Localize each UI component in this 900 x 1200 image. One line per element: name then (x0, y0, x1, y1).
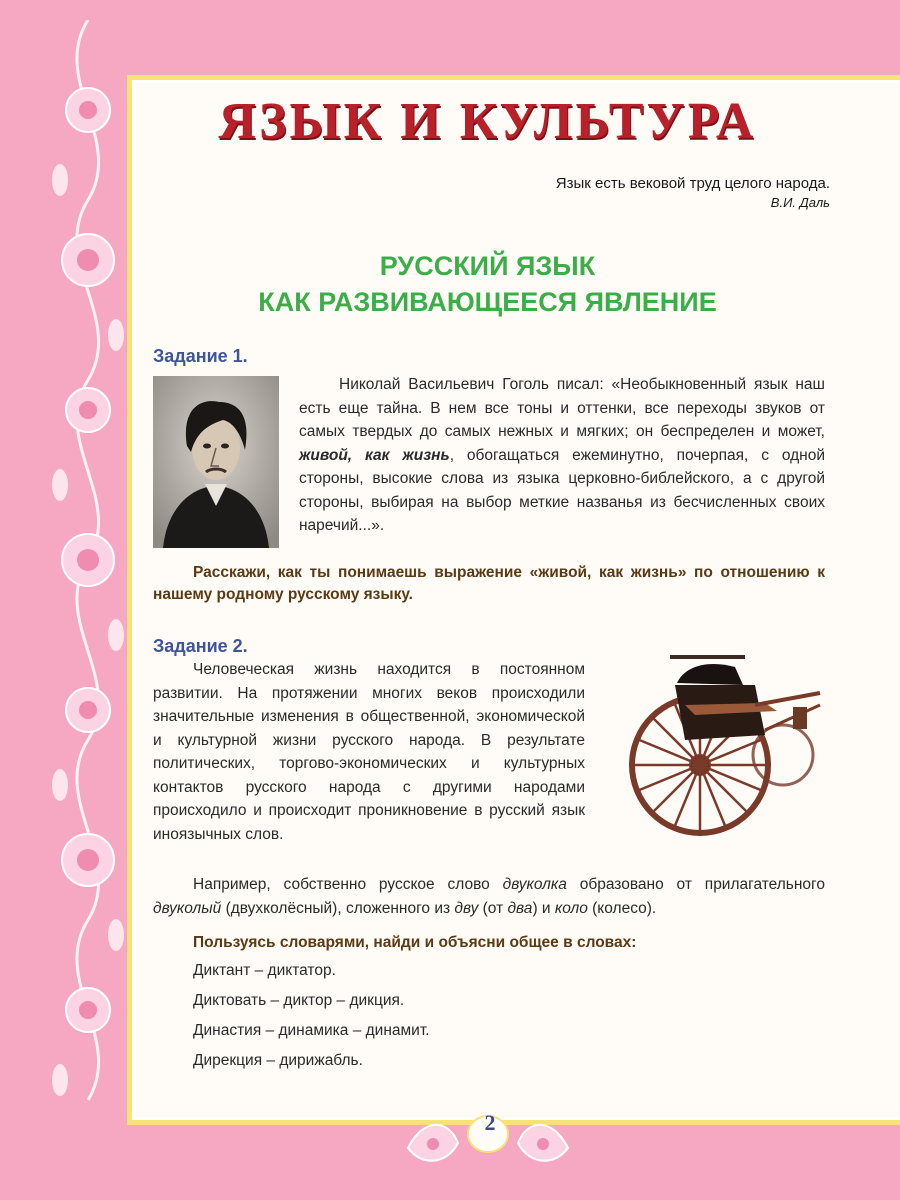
task1-heading: Задание 1. (153, 346, 248, 366)
example-word-kolo: коло (554, 899, 588, 917)
task1-instruction: Расскажи, как ты понимаешь выражение «живой, как жизнь» по отношению к нашему родному русскому языку. (153, 564, 825, 603)
task2-paragraph (153, 658, 585, 846)
task2-example (153, 873, 825, 920)
example-text-1: Например, собственно русское слово (193, 876, 503, 893)
word-line: Дирекция – дирижабль. (193, 1052, 363, 1069)
task2-heading: Задание 2. (153, 636, 248, 656)
example-word-dvukoly: двуколый (153, 899, 222, 917)
example-text-4: (от (478, 899, 508, 917)
example-text-5: ) и (532, 899, 555, 917)
task1-text-b: , обогащаться ежеминутно, почерпая, с одной стороны, высокие слова из языка церковно-библейского, а с другой стороны, выбирая на выбор меткие названья из бесчисленных своих наречий...». (299, 446, 825, 534)
section-title (130, 248, 845, 320)
epigraph-author: В.И. Даль (770, 195, 830, 210)
word-line: Диктовать – диктор – дикция. (193, 992, 405, 1009)
task2-instruction: Пользуясь словарями, найди и объясни общее в словах: (193, 934, 637, 951)
word-line: Династия – динамика – динамит. (193, 1022, 430, 1039)
section-title-line1: РУССКИЙ ЯЗЫК (379, 251, 596, 281)
task1-paragraph (299, 373, 825, 538)
task2-text: Человеческая жизнь находится в постоянном развитии. На протяжении многих веков происходили значительные изменения в общественной, экономической и культурной жизни русского народа. В результате политических, торгово-экономических и культурных контактов русского народа с другими народами происходило и происходит проникновение в русский язык иноязычных слов. (153, 661, 585, 843)
example-word-dva: два (507, 899, 533, 917)
word-line: Диктант – диктатор. (193, 962, 336, 979)
floral-ornament-icon (40, 20, 135, 1140)
carriage-dvukolka-icon (615, 645, 825, 840)
task1-text-a: Николай Васильевич Гоголь писал: «Необыкновенный язык наш есть еще тайна. В нем все тоны и оттенки, все переходы звуков от самых твердых до самых нежных и мягких; он беспределен и может, (299, 376, 825, 440)
page-number: 2 (484, 1110, 496, 1135)
page-title: ЯЗЫК И КУЛЬТУРА (218, 93, 757, 150)
example-text-2: образовано от прилагательного (566, 876, 825, 893)
task1-emphasis: живой, как жизнь (299, 446, 450, 464)
example-word-dvu: дву (454, 899, 479, 917)
example-text-6: (колесо). (587, 899, 657, 917)
epigraph (556, 175, 830, 210)
section-title-line2: КАК РАЗВИВАЮЩЕЕСЯ ЯВЛЕНИЕ (258, 287, 717, 317)
epigraph-quote: Язык есть вековой труд целого народа. (555, 175, 830, 192)
example-word-dvukolka: двуколка (502, 876, 567, 893)
example-text-3: (двухколёсный), сложенного из (221, 899, 455, 917)
portrait-gogol-icon (153, 376, 279, 548)
